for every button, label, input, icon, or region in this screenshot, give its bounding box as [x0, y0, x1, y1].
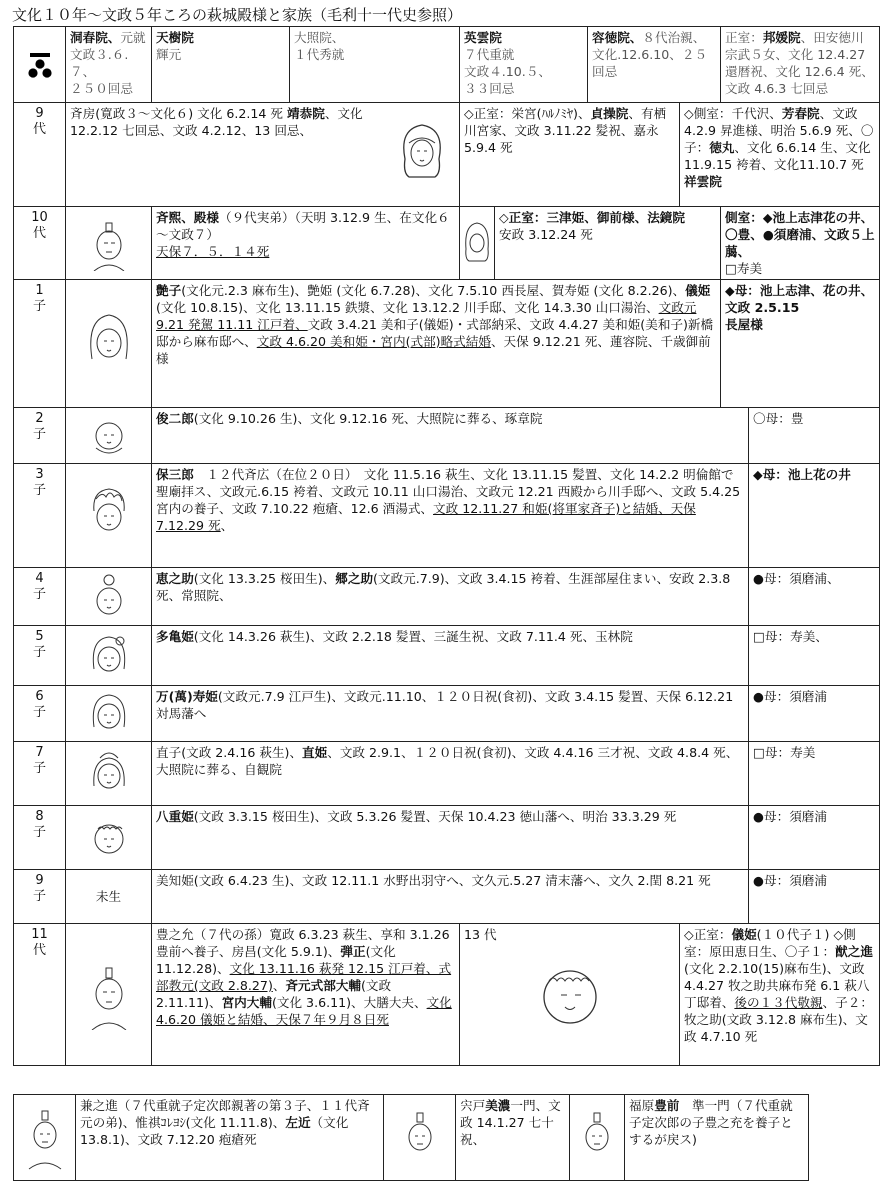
lord-11-info: 豊之允（７代の孫）寛政 6.3.23 萩生、享和 3.1.26 豊前へ養子、房昌(文化 5.9.1)、弾正(文化 11.12.28)、文化 13.11.16 萩発 12.15 江戸着、式部教元(文政 2.8.27)、斉元式部大輔(文政 2.11.11)、宮内大輔(文化 3.6.11)、大膳大夫、文化 4.6.20 儀姫と結婚、天保７年９月８日死	[152, 924, 460, 1066]
child-portrait	[66, 686, 152, 742]
child-portrait	[66, 742, 152, 806]
child-7-mother: □母：寿美	[749, 742, 880, 806]
lord-11-row	[14, 924, 880, 1066]
relative-portrait	[384, 1095, 456, 1181]
child-row	[14, 408, 880, 464]
lord-9-info: 斉房(寛政３～文化６) 文化 6.2.14 死 靖恭院、文化 12.2.12 七回忌、文政 4.2.12、13 回忌、	[66, 103, 460, 207]
lord-portrait-icon	[82, 960, 136, 1030]
relatives-table	[13, 1094, 809, 1181]
girl-portrait-icon	[84, 746, 134, 802]
man-portrait-icon	[395, 1103, 445, 1173]
child-number-label: 9 子	[14, 870, 66, 924]
child-3-info: 保三郎 １２代斉広（在位２０日） 文化 11.5.16 萩生、文化 13.11.15 髪置、文化 14.2.2 明倫館で聖廟拝ス、文政元.6.15 袴着、文政元 10.11 山口湯治、文政元 12.21 西殿から川手邸へ、文政 5.4.25 宮内の養子、文政 7.10.22 疱瘡、12.6 酒湯式、文政 12.11.27 和姫(将軍家斉子)と結婚、天保 7.12.29 死、	[152, 464, 749, 568]
child-number-label: 5 子	[14, 626, 66, 686]
child-8-mother: ●母：須磨浦	[749, 806, 880, 870]
man-portrait-icon	[21, 1103, 69, 1173]
relative-portrait	[570, 1095, 625, 1181]
child-portrait	[66, 626, 152, 686]
lord-10-portrait	[66, 207, 152, 280]
child-number-label: 3 子	[14, 464, 66, 568]
woman-portrait-icon	[391, 119, 453, 185]
lord-10-row	[14, 207, 880, 280]
boy-portrait-icon	[84, 571, 134, 623]
child-portrait	[66, 806, 152, 870]
child-row	[14, 870, 880, 924]
child-portrait	[66, 568, 152, 626]
child-row	[14, 742, 880, 806]
child-portrait	[66, 280, 152, 408]
generation-label: 10 代	[14, 207, 66, 280]
man-portrait-icon	[572, 1103, 622, 1173]
ancestor-eiunin: 英雲院 ７代重就 文政４.10.５、 ３３回忌	[460, 27, 588, 103]
child-number-label: 8 子	[14, 806, 66, 870]
mon-cell	[14, 27, 66, 103]
unborn-label: 未生	[66, 870, 152, 924]
child-row	[14, 686, 880, 742]
child-number-label: 7 子	[14, 742, 66, 806]
mori-crest-icon	[20, 45, 60, 85]
child-row	[14, 280, 880, 408]
child-row	[14, 806, 880, 870]
shishido-info: 宍戸美濃一門、文政 14.1.27 七十祝、	[456, 1095, 570, 1181]
girl-portrait-icon	[82, 309, 136, 379]
child-1-info: 艶子(文化元.2.3 麻布生)、艶姫 (文化 6.7.28)、文化 7.5.10 西長屋、賀寿姫 (文化 8.2.26)、儀姫(文化 10.8.15)、文化 13.11.15 鉄漿、文化 13.12.2 川手邸、文化 14.3.30 山口湯治、文政元 9.21 発駕 11.11 江戸着、文政 3.4.21 美和子(儀姫)・式部納采、文政 4.4.27 美和姫(美和子)新橋邸から麻布邸へ、文政 4.6.20 美和姫・宮内(式部)略式結婚、天保 9.12.21 死、蓮容院、千歳御前様	[152, 280, 721, 408]
ancestor-daishoin: 大照院、 １代秀就	[290, 27, 460, 103]
child-7-info: 直子(文政 2.4.16 萩生)、直姫、文政 2.9.1、１２０日祝(食初)、文政 4.4.16 三才祝、文政 4.8.4 死、大照院に葬る、自観院	[152, 742, 749, 806]
lord-11-wives: ◇正室：儀姫(１０代子１) ◇側室：原田恵日生、〇子１：猷之進(文化 2.2.10(15)麻布生)、文政 4.4.27 牧之助共麻布発 6.1 萩八丁邸着、後の１３代敬親、子２：牧之助(文政 3.12.8 麻布生)、文政 4.7.10 死	[680, 924, 880, 1066]
child-4-info: 恵之助(文化 13.3.25 桜田生)、郷之助(文政元.7.9)、文政 3.4.15 袴着、生涯部屋住まい、安政 2.3.8 死、常照院、	[152, 568, 749, 626]
child-portrait	[66, 408, 152, 464]
child-3-mother: ◆母：池上花の井	[749, 464, 880, 568]
girl-portrait-icon	[84, 689, 134, 739]
child-8-info: 八重姫(文政 3.3.15 桜田生)、文政 5.3.26 髪置、天保 10.4.23 徳山藩へ、明治 33.3.29 死	[152, 806, 749, 870]
boy-portrait-icon	[82, 481, 136, 551]
lord-portrait-icon	[84, 215, 134, 271]
child-9-info: 美知姫(文政 6.4.23 生)、文政 12.11.1 水野出羽守へ、文久元.5.27 清末藩へ、文久 2.閏 8.21 死	[152, 870, 749, 924]
lord-9-row	[14, 103, 880, 207]
child-number-label: 1 子	[14, 280, 66, 408]
lord-10-wife-portrait	[460, 207, 495, 280]
ancestor-yotokuin: 容徳院、８代治親、 文化.12.6.10、２５ 回忌	[588, 27, 721, 103]
child-1-mother: ◆母：池上志津、花の井、文政 2.5.15 長屋様	[721, 280, 880, 408]
baby-portrait-icon	[84, 811, 134, 865]
lord-11-portrait	[66, 924, 152, 1066]
lord-13-cell: 13 代	[460, 924, 680, 1066]
lord-10-info: 斉煕、殿様（９代実弟）（天明 3.12.9 生、在文化６～文政７） 天保７．５．１４死	[152, 207, 460, 280]
child-4-mother: ●母：須磨浦、	[749, 568, 880, 626]
child-9-mother: ●母：須磨浦	[749, 870, 880, 924]
genealogy-table	[13, 26, 880, 1066]
child-portrait	[66, 464, 152, 568]
page-title: 文化１０年～文政５年ころの萩城殿様と家族（毛利十一代史参照）	[12, 6, 463, 24]
child-5-mother: □母：寿美、	[749, 626, 880, 686]
ancestor-hoenin: 正室：邦媛院、田安徳川宗武５女、文化 12.4.27 還暦祝、文化 12.6.4 死、文政 4.6.3 七回忌	[721, 27, 880, 103]
lord-9-concubine: ◇側室：千代沢、芳春院、文政 4.2.9 昇進様、明治 5.6.9 死、〇子：徳丸、文化 6.6.14 生、文化11.9.15 袴着、文化11.10.7 死祥雲院	[680, 103, 880, 207]
child-6-info: 万(萬)寿姫(文政元.7.9 江戸生)、文政元.11.10、１２０日祝(食初)、文政 3.4.15 髪置、天保 6.12.21 対馬藩へ	[152, 686, 749, 742]
child-row	[14, 464, 880, 568]
kanenoshin-info: 兼之進（７代重就子定次郎親著の第３子、１１代斉元の弟)、惟祺ｺﾚﾖｼ(文化 11.11.8)、左近（文化 13.8.1)、文政 7.12.20 疱瘡死	[76, 1095, 384, 1181]
lord-9-wife: ◇正室：栄宮(ﾊﾙﾉﾐﾔ)、貞操院、有栖川宮家、文政 3.11.22 髪祝、嘉永 5.9.4 死	[460, 103, 680, 207]
child-number-label: 4 子	[14, 568, 66, 626]
ancestor-touhsunin: 洞春院、元就 文政３.６.７、 ２５０回忌	[66, 27, 152, 103]
ancestor-row	[14, 27, 880, 103]
baby-portrait-icon	[84, 414, 134, 458]
lord-10-concubine: 側室：◆池上志津花の井、〇豊、●須磨浦、文政５上﨟、 □寿美	[721, 207, 880, 280]
fukuhara-info: 福原豊前 準一門（７代重就子定次郎の子豊之充を養子とするが戻ス)	[625, 1095, 809, 1181]
lord-10-wife: ◇正室：三津姫、御前様、法鏡院 安政 3.12.24 死	[495, 207, 721, 280]
ancestor-tenjuin: 天樹院 輝元	[152, 27, 290, 103]
baby-portrait-icon	[527, 955, 613, 1035]
child-row	[14, 568, 880, 626]
child-row	[14, 626, 880, 686]
child-number-label: 2 子	[14, 408, 66, 464]
child-2-info: 俊二郎(文化 9.10.26 生)、文化 9.12.16 死、大照院に葬る、琢章院	[152, 408, 749, 464]
woman-portrait-icon	[461, 219, 493, 267]
child-2-mother: 〇母：豊	[749, 408, 880, 464]
child-6-mother: ●母：須磨浦	[749, 686, 880, 742]
girl-portrait-icon	[84, 629, 134, 683]
child-number-label: 6 子	[14, 686, 66, 742]
generation-label: 11 代	[14, 924, 66, 1066]
generation-label: 9 代	[14, 103, 66, 207]
child-5-info: 多亀姫(文化 14.3.26 萩生)、文政 2.2.18 髪置、三誕生祝、文政 7.11.4 死、玉林院	[152, 626, 749, 686]
relative-portrait	[14, 1095, 76, 1181]
